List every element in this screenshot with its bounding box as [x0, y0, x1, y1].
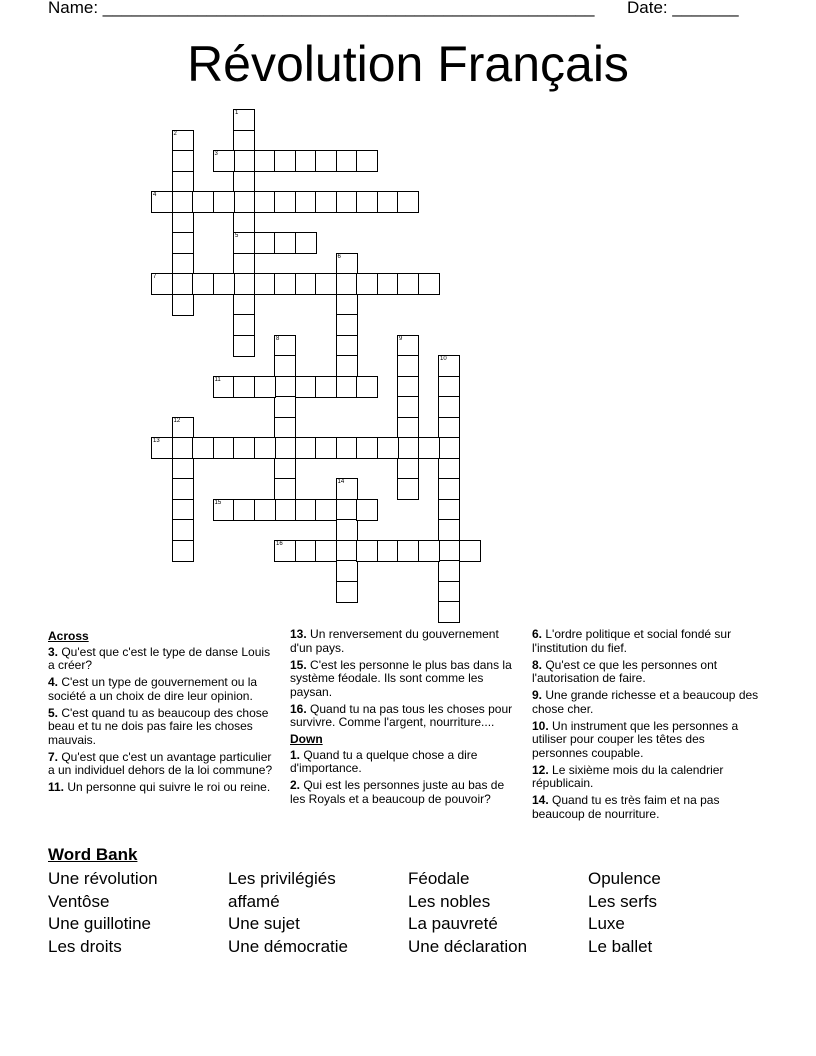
page-title: Révolution Français	[187, 36, 629, 92]
crossword-cell[interactable]	[438, 458, 460, 480]
word-bank-item: Une déclaration	[408, 936, 528, 956]
crossword-cell[interactable]	[356, 376, 378, 398]
crossword-cell[interactable]	[315, 191, 337, 213]
down-clue	[532, 689, 764, 716]
clue-number: 4	[153, 192, 157, 198]
name-field[interactable]: Name: ____________________________________________________	[48, 0, 595, 17]
crossword-cell[interactable]	[254, 376, 276, 398]
clue-text: Un instrument que les personnes a utiliser pour couper les têtes des personnes coupable.	[532, 718, 739, 760]
clue-text: C'est quand tu as beaucoup des chose beau et tu ne dois pas faire les choses mauvais.	[48, 705, 269, 747]
crossword-cell[interactable]	[438, 499, 460, 521]
crossword-cell[interactable]	[233, 273, 255, 295]
word-bank-item: Luxe	[588, 914, 625, 934]
down-clue	[532, 794, 764, 821]
crossword-cell[interactable]	[336, 314, 358, 336]
clue-number: 8	[276, 335, 280, 342]
crossword-cell[interactable]	[377, 540, 399, 562]
crossword-cell[interactable]	[233, 294, 255, 316]
crossword-cell[interactable]	[233, 253, 255, 275]
clue-number: 6	[337, 253, 341, 260]
crossword-cell[interactable]	[213, 376, 235, 398]
clue-text: Une grande richesse et a beaucoup des chose cher.	[532, 688, 759, 716]
clue-text: L'ordre politique et social fondé sur l'institution du fief.	[532, 627, 732, 655]
crossword-cell[interactable]	[172, 253, 194, 275]
crossword-cell[interactable]	[295, 499, 317, 521]
crossword-cell[interactable]	[274, 191, 296, 213]
date-field[interactable]: Date: _______	[627, 0, 739, 17]
crossword-cell[interactable]	[233, 335, 255, 357]
crossword-cell[interactable]	[336, 519, 358, 541]
across-clue	[48, 676, 280, 703]
crossword-cell[interactable]	[233, 376, 255, 398]
word-bank-title: Word Bank	[48, 845, 138, 864]
crossword-cell[interactable]	[377, 191, 399, 213]
crossword-cell[interactable]	[356, 191, 378, 213]
crossword-cell[interactable]	[356, 150, 378, 172]
down-clue	[290, 749, 522, 776]
clue-text: Qu'est que c'est un avantage particulier a un individuel dehors de la loi commune?	[48, 749, 273, 777]
crossword-cell[interactable]	[172, 437, 194, 459]
clue-text: Un renversement du gouvernement d'un pays.	[290, 627, 499, 655]
word-bank-item: Ventôse	[48, 891, 110, 911]
crossword-cell[interactable]	[418, 437, 440, 459]
crossword-cell[interactable]	[233, 212, 255, 234]
crossword-cell[interactable]	[295, 273, 317, 295]
crossword-cell[interactable]	[315, 499, 337, 521]
crossword-cell[interactable]	[356, 499, 378, 521]
clue-number-label: 1.	[290, 747, 301, 762]
clue-number-label: 7.	[48, 749, 59, 764]
across-clue	[290, 628, 522, 655]
crossword-cell[interactable]	[438, 601, 460, 623]
crossword-cell[interactable]	[172, 294, 194, 316]
crossword-cell[interactable]	[356, 273, 378, 295]
word-bank-item: Le ballet	[588, 936, 653, 956]
crossword-cell[interactable]	[336, 499, 358, 521]
crossword-cell[interactable]	[438, 560, 460, 582]
crossword-cell[interactable]	[438, 540, 460, 562]
crossword-cell[interactable]	[233, 171, 255, 193]
crossword-cell[interactable]	[336, 150, 358, 172]
crossword-cell[interactable]	[438, 437, 460, 459]
crossword-cell[interactable]	[336, 253, 358, 275]
clue-text: Quand tu es très faim et na pas beaucoup de nourriture.	[532, 793, 720, 821]
crossword-cell[interactable]	[172, 478, 194, 500]
clues-column-1	[48, 628, 280, 798]
clue-text: C'est un type de gouvernement ou la société a un choix de dire leur opinion.	[48, 675, 258, 703]
down-clue	[532, 720, 764, 761]
word-bank-item: Les nobles	[408, 891, 491, 911]
crossword-cell[interactable]	[356, 437, 378, 459]
clue-text: C'est les personne le plus bas dans la système féodale. Ils sont comme les paysan.	[290, 657, 512, 699]
clue-text: Qu'est ce que les personnes ont l'autorisation de faire.	[532, 657, 718, 685]
clue-number: 3	[214, 151, 218, 157]
down-clue	[290, 779, 522, 806]
crossword-cell[interactable]	[233, 109, 255, 131]
crossword-cell[interactable]	[295, 191, 317, 213]
crossword-cell[interactable]	[213, 150, 235, 172]
crossword-cell[interactable]	[213, 191, 235, 213]
crossword-cell[interactable]	[418, 273, 440, 295]
crossword-cell[interactable]	[274, 540, 296, 562]
clue-number-label: 8.	[532, 657, 543, 672]
across-clue	[48, 646, 280, 673]
clue-text: Un personne qui suivre le roi ou reine.	[64, 780, 271, 794]
crossword-cell[interactable]	[254, 499, 276, 521]
crossword-cell[interactable]	[172, 232, 194, 254]
crossword-cell[interactable]	[418, 540, 440, 562]
crossword-cell[interactable]	[336, 560, 358, 582]
crossword-cell[interactable]	[151, 437, 173, 459]
clue-number-label: 14.	[532, 793, 549, 807]
word-bank-item: Une démocratie	[228, 936, 349, 956]
crossword-cell[interactable]	[233, 499, 255, 521]
across-clue	[48, 751, 280, 778]
crossword-cell[interactable]	[172, 499, 194, 521]
crossword-cell[interactable]	[192, 191, 214, 213]
crossword-cell[interactable]	[172, 540, 194, 562]
clue-number-label: 15.	[290, 657, 307, 672]
clue-text: Quand tu a quelque chose a dire d'importance.	[290, 747, 478, 775]
crossword-cell[interactable]	[254, 232, 276, 254]
clue-number-label: 16.	[290, 701, 307, 716]
down-clue	[532, 628, 764, 655]
clue-number-label: 6.	[532, 627, 543, 641]
crossword-cell[interactable]	[274, 417, 296, 439]
down-heading: Down	[290, 732, 323, 746]
crossword-cell[interactable]	[151, 191, 173, 213]
crossword-cell[interactable]	[377, 437, 399, 459]
clue-number-label: 5.	[48, 705, 59, 720]
word-bank-item: Une sujet	[228, 914, 300, 934]
crossword-cell[interactable]	[274, 335, 296, 357]
crossword-cell[interactable]	[336, 191, 358, 213]
crossword-cell[interactable]	[172, 191, 194, 213]
crossword-cell[interactable]	[254, 273, 276, 295]
crossword-cell[interactable]	[172, 273, 194, 295]
crossword-cell[interactable]	[336, 581, 358, 603]
crossword-cell[interactable]	[397, 355, 419, 377]
clue-number: 16	[276, 540, 283, 547]
crossword-cell[interactable]	[274, 232, 296, 254]
crossword-cell[interactable]	[172, 171, 194, 193]
word-bank-item: Une révolution	[48, 869, 158, 888]
crossword-cell[interactable]	[438, 519, 460, 541]
down-clue	[532, 659, 764, 686]
crossword-cell[interactable]	[213, 499, 235, 521]
clue-number-label: 9.	[532, 688, 543, 702]
clue-text: Le sixième mois du la calendrier républicain.	[532, 762, 724, 790]
clue-number: 7	[153, 274, 157, 280]
clue-number: 14	[337, 479, 345, 485]
word-bank-item: Les serfs	[588, 891, 657, 911]
crossword-cell[interactable]	[192, 273, 214, 295]
crossword-cell[interactable]	[397, 540, 419, 562]
across-clue	[290, 659, 522, 700]
crossword-cell[interactable]	[438, 581, 460, 603]
crossword-cell[interactable]	[274, 458, 296, 480]
crossword-cell[interactable]	[397, 376, 419, 398]
crossword-cell[interactable]	[438, 478, 460, 500]
clue-number: 12	[173, 417, 181, 424]
crossword-cell[interactable]	[438, 376, 460, 398]
clue-number: 5	[235, 233, 239, 239]
crossword-cell[interactable]	[233, 437, 255, 459]
clue-number: 1	[235, 110, 239, 116]
crossword-cell[interactable]	[192, 437, 214, 459]
crossword-cell[interactable]	[233, 191, 255, 213]
clue-number-label: 10.	[532, 718, 549, 733]
crossword-cell[interactable]	[397, 191, 419, 213]
crossword-cell[interactable]	[336, 376, 358, 398]
clue-number: 2	[173, 130, 177, 137]
crossword-cell[interactable]	[397, 478, 419, 500]
clue-number: 13	[153, 438, 160, 444]
crossword-cell[interactable]	[295, 437, 317, 459]
clue-number: 9	[399, 335, 403, 342]
crossword-cell[interactable]	[295, 540, 317, 562]
crossword-cell[interactable]	[172, 130, 194, 152]
crossword-cell[interactable]	[254, 150, 276, 172]
crossword-cell[interactable]	[397, 417, 419, 439]
crossword-cell[interactable]	[315, 437, 337, 459]
crossword-cell[interactable]	[274, 150, 296, 172]
crossword-cell[interactable]	[438, 417, 460, 439]
crossword-cell[interactable]	[213, 273, 235, 295]
clue-text: Qui est les personnes juste au bas de les Royals et a beaucoup de pouvoir?	[290, 778, 505, 806]
crossword-cell[interactable]	[172, 212, 194, 234]
crossword-cell[interactable]	[274, 437, 296, 459]
crossword-cell[interactable]	[336, 540, 358, 562]
crossword-cell[interactable]	[315, 376, 337, 398]
crossword-cell[interactable]	[274, 478, 296, 500]
crossword-cell[interactable]	[213, 437, 235, 459]
crossword-cell[interactable]	[254, 191, 276, 213]
down-clue	[532, 764, 764, 791]
crossword-cell[interactable]	[172, 519, 194, 541]
crossword-cell[interactable]	[336, 294, 358, 316]
crossword-cell[interactable]	[295, 376, 317, 398]
clues-column-3	[532, 628, 764, 825]
across-clue	[48, 707, 280, 748]
clue-number-label: 3.	[48, 644, 59, 659]
clue-number-label: 4.	[48, 675, 59, 689]
crossword-cell[interactable]	[254, 437, 276, 459]
crossword-cell[interactable]	[336, 355, 358, 377]
clue-number: 10	[440, 356, 447, 362]
crossword-cell[interactable]	[459, 540, 481, 562]
crossword-cell[interactable]	[397, 458, 419, 480]
word-bank-item: Une guillotine	[48, 914, 152, 934]
crossword-cell[interactable]	[377, 273, 399, 295]
word-bank-item: Les droits	[48, 936, 122, 956]
crossword-cell[interactable]	[336, 437, 358, 459]
word-bank	[48, 868, 788, 958]
crossword-cell[interactable]	[274, 396, 296, 418]
clue-number-label: 2.	[290, 778, 301, 792]
crossword-cell[interactable]	[233, 314, 255, 336]
crossword-cell[interactable]	[397, 437, 419, 459]
word-bank-item: La pauvreté	[408, 914, 498, 934]
crossword-cell[interactable]	[233, 150, 255, 172]
across-clue	[290, 703, 522, 730]
clue-number: 15	[214, 499, 222, 506]
crossword-cell[interactable]	[172, 417, 194, 439]
crossword-cell[interactable]	[233, 232, 255, 254]
crossword-cell[interactable]	[397, 396, 419, 418]
word-bank-item: Les privilégiés	[228, 869, 336, 888]
clue-number-label: 11.	[48, 780, 65, 794]
crossword-cell[interactable]	[172, 458, 194, 480]
crossword-cell[interactable]	[274, 376, 296, 398]
crossword-cell[interactable]	[295, 232, 317, 254]
crossword-cell[interactable]	[172, 150, 194, 172]
clue-text: Qu'est que c'est le type de danse Louis a créer?	[48, 644, 271, 672]
word-bank-item: affamé	[228, 891, 280, 911]
clue-number-label: 12.	[532, 762, 549, 777]
clue-number-label: 13.	[290, 627, 307, 641]
crossword-cell[interactable]	[315, 273, 337, 295]
crossword-cell[interactable]	[315, 150, 337, 172]
crossword-cell[interactable]	[438, 396, 460, 418]
across-clue	[48, 781, 280, 795]
crossword-cell[interactable]	[233, 130, 255, 152]
crossword-cell[interactable]	[336, 273, 358, 295]
crossword-cell[interactable]	[397, 273, 419, 295]
clues-column-2	[290, 628, 522, 810]
word-bank-item: Opulence	[588, 869, 661, 888]
crossword-cell[interactable]	[336, 478, 358, 500]
crossword-cell[interactable]	[356, 540, 378, 562]
crossword-cell[interactable]	[315, 540, 337, 562]
clue-number: 11	[214, 376, 221, 383]
crossword-cell[interactable]	[336, 335, 358, 357]
crossword-cell[interactable]	[274, 499, 296, 521]
crossword-cell[interactable]	[274, 273, 296, 295]
crossword-cell[interactable]	[274, 355, 296, 377]
word-bank-item: Féodale	[408, 869, 470, 888]
crossword-cell[interactable]	[295, 150, 317, 172]
clue-text: Quand tu na pas tous les choses pour survivre. Comme l'argent, nourriture....	[290, 701, 513, 729]
across-heading: Across	[48, 629, 89, 643]
crossword-cell[interactable]	[397, 335, 419, 357]
crossword-cell[interactable]	[438, 355, 460, 377]
crossword-cell[interactable]	[151, 273, 173, 295]
